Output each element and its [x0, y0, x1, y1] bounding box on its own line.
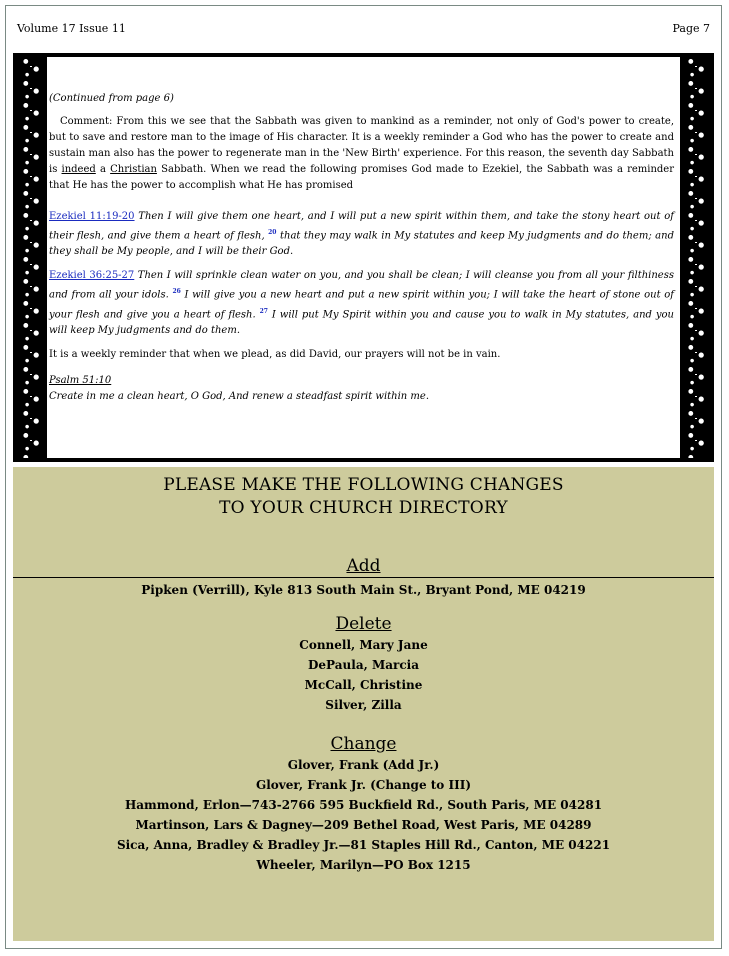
verse1-text-a: Then I will give them one heart, and I will put a new spirit within them, and take the stony heart out of their flesh, and give them a heart of flesh, — [49, 211, 674, 242]
change-heading: Change — [330, 734, 397, 754]
divider — [13, 577, 714, 578]
volume-issue: Volume 17 Issue 11 — [17, 22, 126, 35]
verse2-text-a: Then I will sprinkle clean water on you, and you shall be clean; I will cleanse you from all your filthiness and from all your idols. — [49, 270, 674, 301]
change-entry: Hammond, Erlon—743-2766 595 Buckfield Rd., South Paris, ME 04281 — [124, 798, 603, 812]
directory-changes — [13, 467, 714, 941]
add-list — [13, 580, 714, 600]
continued-note: (Continued from page 6) — [49, 93, 174, 104]
delete-entry: Connell, Mary Jane — [299, 638, 428, 652]
comment-paragraph — [49, 114, 674, 194]
verse-ezekiel-36 — [49, 268, 674, 339]
psalm-reference: Psalm 51:10 — [49, 374, 112, 386]
verse2-text-b: I will give you a new heart and put a new spirit within you; I will take the heart of stone out of your flesh and give you a heart of flesh. — [49, 289, 675, 320]
verse-number: 27 — [259, 307, 268, 315]
change-entry: Wheeler, Marilyn—PO Box 1215 — [256, 858, 471, 872]
add-entry: Pipken (Verrill), Kyle 813 South Main St., Bryant Pond, ME 04219 — [141, 583, 586, 597]
verse2-text-c: I will put My Spirit within you and cause you to walk in My statutes, and you will keep My judgments and do them. — [49, 308, 674, 336]
ornamental-border-right — [683, 57, 709, 458]
delete-heading: Delete — [335, 614, 392, 634]
verse-number: 26 — [172, 288, 181, 296]
ornamental-border-left — [18, 57, 44, 458]
weekly-reminder: It is a weekly reminder that when we plead, as did David, our prayers will not be in vain. — [49, 348, 501, 360]
verse1-text-b: that they may walk in My statutes and keep My judgments and do them; and they shall be My people, and I will be their God. — [49, 230, 674, 258]
directory-title-line1: PLEASE MAKE THE FOLLOWING CHANGES — [163, 475, 564, 495]
ezekiel-36-link[interactable]: Ezekiel 36:25-27 — [49, 270, 135, 282]
page-number: Page 7 — [672, 22, 710, 35]
delete-entry: McCall, Christine — [304, 678, 423, 692]
change-entry: Martinson, Lars & Dagney—209 Bethel Road, West Paris, ME 04289 — [135, 818, 592, 832]
verse-number: 20 — [268, 229, 277, 236]
article-box — [13, 53, 714, 462]
change-entry: Glover, Frank (Add Jr.) — [287, 758, 440, 772]
change-list — [13, 755, 714, 875]
change-entry: Glover, Frank Jr. (Change to III) — [256, 778, 471, 792]
verse-ezekiel-11 — [49, 209, 674, 260]
article-body — [47, 57, 680, 458]
delete-list — [13, 635, 714, 715]
delete-entry: Silver, Zilla — [325, 698, 402, 712]
comment-indeed: indeed — [61, 164, 96, 175]
change-entry: Sica, Anna, Bradley & Bradley Jr.—81 Staples Hill Rd., Canton, ME 04221 — [116, 838, 611, 852]
delete-entry: DePaula, Marcia — [308, 658, 419, 672]
comment-text-b: Sabbath. When we read the following promises God made to Ezekiel, the Sabbath was a reminder that He has the power to accomplish what He has promised — [49, 164, 674, 191]
directory-title-line2: TO YOUR CHURCH DIRECTORY — [219, 498, 508, 518]
psalm-text: Create in me a clean heart, O God, And renew a steadfast spirit within me. — [49, 390, 430, 402]
ezekiel-11-link[interactable]: Ezekiel 11:19-20 — [49, 211, 135, 222]
comment-text-a: Comment: From this we see that the Sabbath was given to mankind as a reminder, not only of God's power to create, but to save and restore man to the image of His character. It is a weekly reminder a God who has the power to create and sustain man also has the power to regenerate man in the 'New Birth' experience. For this reason, the seventh day Sabbath is — [49, 116, 674, 175]
comment-christian: Christian — [110, 164, 157, 175]
comment-text-a2: a — [95, 164, 111, 175]
add-heading: Add — [346, 556, 381, 576]
